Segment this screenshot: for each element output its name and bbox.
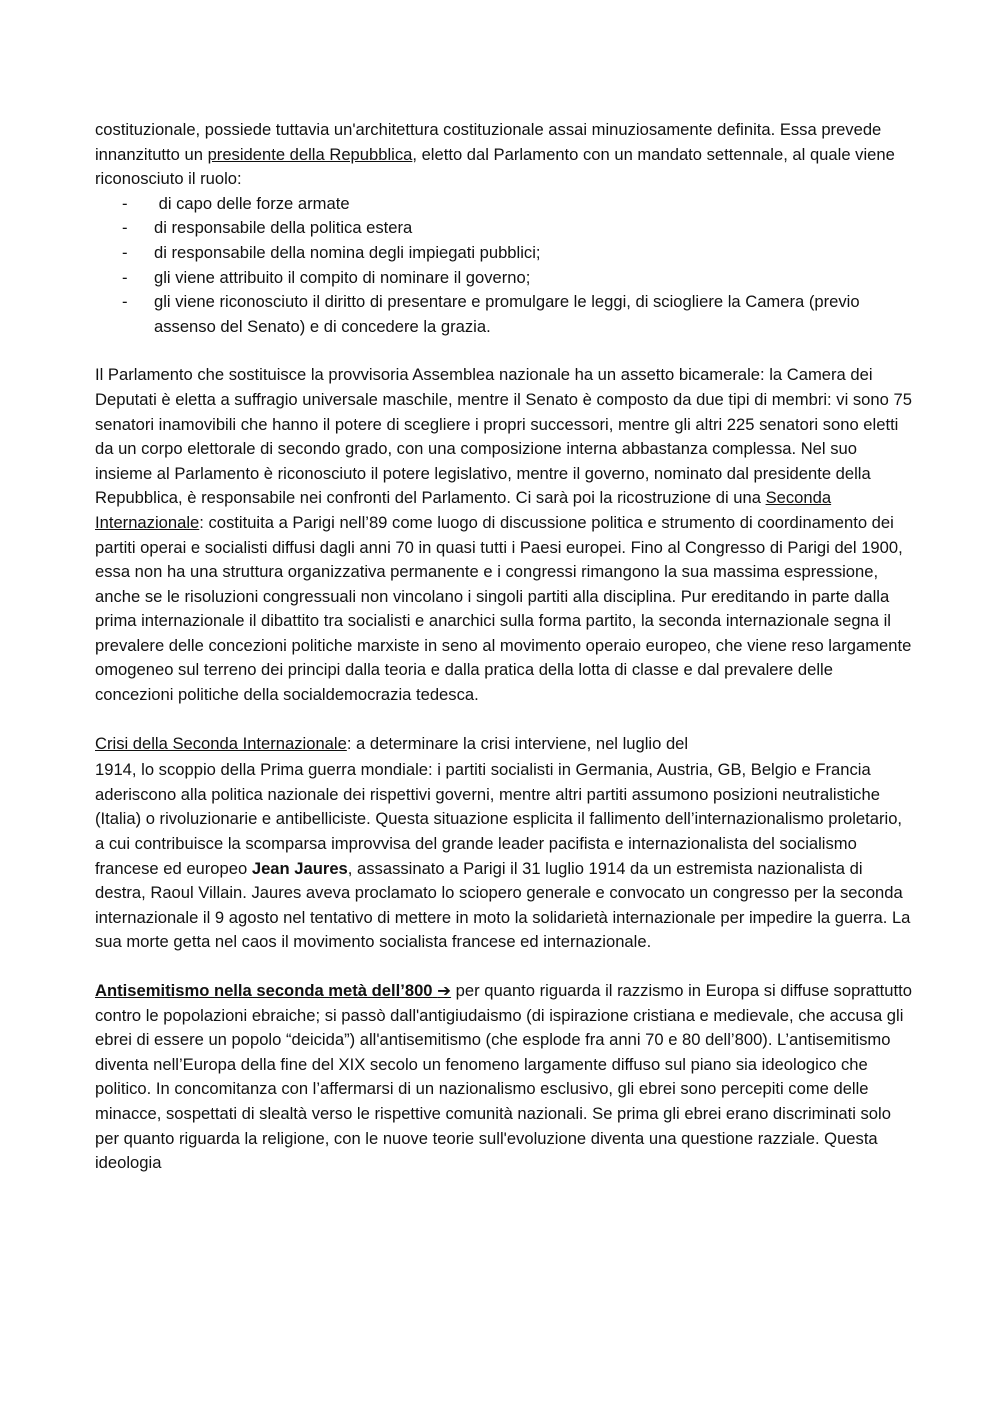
list-item	[95, 216, 915, 241]
list-marker: -	[122, 218, 128, 238]
list-item	[95, 192, 915, 217]
seconda-internazionale-link-text: Seconda Internazionale	[95, 488, 832, 532]
intro-paragraph	[95, 118, 915, 192]
crisi-text-1: 1914, lo scoppio della Prima guerra mondiale: i partiti socialisti in Germania, Austria, GB, Belgio e Francia aderiscono alla politica nazionale dei rispettivi governi, mentre altri partiti assumono posizioni neutralistiche (Italia) o rivoluzionarie e antibelliciste. Questa situazione esplicita il fallimento dell’internazionalismo proletario, a cui contribuisce la scomparsa improvvisa del grande leader pacifista e internazionalista del socialismo francese ed europeo	[95, 760, 903, 878]
list-marker: -	[122, 292, 128, 312]
list-item	[95, 290, 915, 339]
list-item-text: di responsabile della politica estera	[154, 218, 413, 238]
document-page	[95, 118, 915, 1176]
list-marker: -	[122, 242, 128, 262]
crisi-text-2: , assassinato a Parigi il 31 luglio 1914 da un estremista nazionalista di destra, Raoul Villain. Jaures aveva proclamato lo sciopero generale e convocato un congresso per la seconda internazionale il 9 agosto nel tentativo di mettere in moto la solidarietà internazionale per impedire la guerra. La sua morte getta nel caos il movimento socialista francese ed internazionale.	[95, 858, 911, 952]
crisi-paragraph	[95, 758, 915, 955]
right-arrow-icon: ➔	[437, 981, 452, 1000]
list-marker: -	[122, 193, 128, 213]
list-item-text: di responsabile della nomina degli impiegati pubblici;	[154, 242, 541, 262]
role-list	[95, 192, 915, 340]
crisi-heading-line	[95, 732, 915, 757]
parlamento-text-2: : costituita a Parigi nell’89 come luogo di discussione politica e strumento di coordinamento dei partiti operai e socialisti diffusi dagli anni 70 in quasi tutti i Paesi europei. Fino al Congresso di Parigi del 1900, essa non ha una struttura organizzativa permanente e i congressi rimangono la sua massima espressione, anche se le risoluzioni congressuali non vincolano i singoli partiti alla disciplina. Pur ereditando in parte dalla prima internazionale il dibattito tra socialisti e anarchici sulla forma partito, la seconda internazionale segna il prevalere delle concezioni politiche marxiste in seno al movimento operaio europeo, che viene reso largamente omogeneo sul terreno dei principi dalla teoria e dalla pratica della lotta di classe e dal prevalere delle concezioni politiche della socialdemocrazia tedesca.	[95, 512, 912, 705]
crisi-heading: Crisi della Seconda Internazionale	[95, 733, 347, 753]
list-marker: -	[122, 267, 128, 287]
list-item-text: gli viene attribuito il compito di nominare il governo;	[154, 267, 531, 287]
list-item-text: gli viene riconosciuto il diritto di presentare e promulgare le leggi, di sciogliere la Camera (previo assenso del Senato) e di concedere la grazia.	[154, 292, 860, 336]
spacer	[95, 339, 915, 363]
antisemitismo-text: per quanto riguarda il razzismo in Europa si diffuse soprattutto contro le popolazioni ebraiche; si passò dall'antigiudaismo (di ispirazione cristiana e medievale, che accusa gli ebrei di essere un popolo “deicida”) all'antisemitismo (che esplode fra anni 70 e 80 dell’800). L’antisemitismo diventa nell’Europa della fine del XIX secolo un fenomeno largamente diffuso sul piano sia ideologico che politico. In concomitanza con l’affermarsi di un nazionalismo esclusivo, gli ebrei sono percepiti come delle minacce, sospettati di slealtà verso le rispettive comunità nazionali. Se prima gli ebrei erano discriminati solo per quanto riguarda la religione, con le nuove teorie sull'evoluzione diventa una questione razziale. Questa ideologia	[95, 981, 912, 1173]
presidente-link-text: presidente della Repubblica	[207, 144, 413, 164]
intro-text-1: costituzionale, possiede tuttavia un'architettura costituzionale assai minuziosamente definita. Essa prevede innanzitutto un	[95, 120, 882, 164]
intro-text-2: , eletto dal Parlamento con un mandato settennale, al quale viene riconosciuto il ruolo:	[95, 144, 895, 189]
parlamento-text-1: Il Parlamento che sostituisce la provvisoria Assemblea nazionale ha un assetto bicamerale: la Camera dei Deputati è eletta a suffragio universale maschile, mentre il Senato è composto da due tipi di membri: vi sono 75 senatori inamovibili che hanno il potere di scegliere i propri successori, mentre gli altri 225 senatori sono eletti da un corpo elettorale di secondo grado, con una composizione interna abbastanza complessa. Nel suo insieme al Parlamento è riconosciuto il potere legislativo, mentre il governo, nominato dal presidente della Repubblica, è responsabile nei confronti del Parlamento. Ci sarà poi la ricostruzione di una	[95, 365, 912, 508]
list-item	[95, 241, 915, 266]
antisemitismo-heading-text: Antisemitismo nella seconda metà dell’800	[95, 981, 433, 1000]
list-item-text: di capo delle forze armate	[154, 193, 350, 213]
crisi-lead: : a determinare la crisi interviene, nel luglio del	[346, 733, 689, 753]
list-item	[95, 266, 915, 291]
spacer	[95, 955, 915, 979]
jaures-name: Jean Jaures	[251, 858, 348, 878]
spacer	[95, 708, 915, 732]
parlamento-paragraph	[95, 363, 915, 707]
antisemitismo-heading	[95, 981, 451, 1000]
antisemitismo-paragraph	[95, 979, 915, 1176]
